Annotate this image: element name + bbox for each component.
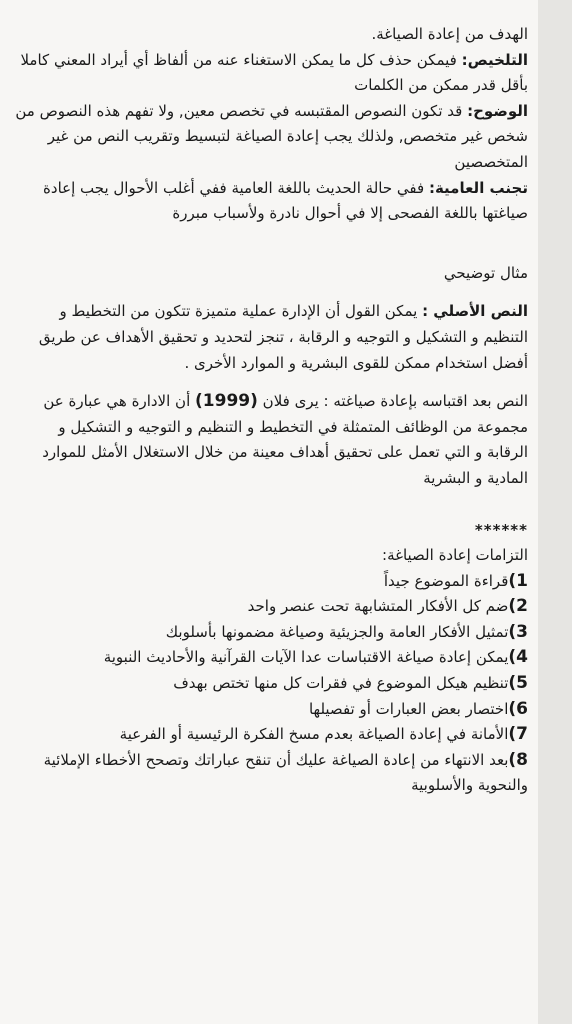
summary-label: التلخيص:: [461, 50, 528, 69]
list-item: [14, 569, 528, 595]
original-label: النص الأصلي :: [422, 302, 528, 321]
obligations-heading: التزامات إعادة الصياغة:: [382, 546, 528, 565]
item-number: 3): [508, 621, 528, 642]
goal-heading: الهدف من إعادة الصياغة.: [371, 25, 528, 43]
item-text: اختصار بعض العبارات أو تفصيلها: [308, 699, 509, 718]
spacer: [14, 227, 528, 261]
item-text: الأمانة في إعادة الصياغة بعدم مسخ الفكرة الرئيسية أو الفرعية: [119, 725, 509, 744]
clarity-label: الوضوح:: [467, 101, 528, 120]
list-item: [14, 594, 528, 620]
list-item: [14, 671, 528, 697]
item-text: قراءة الموضوع جيداً: [383, 571, 509, 590]
item-number: 6): [508, 698, 528, 719]
quoted-year: (1999): [195, 391, 258, 412]
separator-stars: ******: [474, 520, 528, 539]
item-number: 5): [508, 673, 528, 694]
summary-text: فيمكن حذف كل ما يمكن الاستغناء عنه من ألفاظ أي أيراد المعني كاملا بأقل قدر ممكن من الكلمات: [20, 50, 528, 95]
colloquial-paragraph: [14, 176, 528, 227]
document-content: [14, 22, 528, 799]
list-item: [14, 722, 528, 748]
item-number: 1): [508, 570, 528, 591]
original-text: يمكن القول أن الإدارة عملية متميزة تتكون من التخطيط و التنظيم و التشكيل و التوجيه و الرقابة ، تنجز لتحديد و تحقيق الأهداف عن طريق أفضل استخدام ممكن للقوى البشرية و الموارد الأخرى .: [38, 302, 528, 372]
list-item: [14, 645, 528, 671]
clarity-text: قد تكون النصوص المقتبسه في تخصص معين, ولا تفهم هذه النصوص من شخص غير متخصص, ولذلك يجب إعادة الصياغة لتبسيط وتقريب النص من غير المتخصصين: [15, 101, 528, 171]
item-number: 2): [508, 596, 528, 617]
spacer: [14, 492, 528, 518]
quoted-text-paragraph: [14, 389, 528, 491]
summary-paragraph: [14, 48, 528, 99]
item-text: تمثيل الأفكار العامة والجزيئية وصياغة مضمونها بأسلوبك: [165, 622, 509, 641]
item-number: 7): [508, 724, 528, 745]
spacer: [14, 376, 528, 389]
clarity-paragraph: [14, 99, 528, 176]
quoted-label: النص بعد اقتباسه بإعادة صياغته :: [323, 392, 528, 411]
spacer: [14, 286, 528, 299]
item-number: 8): [508, 749, 528, 770]
colloquial-label: تجنب العامية:: [428, 178, 528, 197]
list-item: [14, 697, 528, 723]
list-item: [14, 748, 528, 799]
example-heading: مثال توضيحي: [443, 263, 528, 282]
list-item: [14, 620, 528, 646]
colloquial-text: ففي حالة الحديث باللغة العامية ففي أغلب الأحوال يجب إعادة صياغتها باللغة الفصحى إلا في أحوال نادرة ولأسباب مبررة: [43, 178, 528, 223]
item-text: يمكن إعادة صياغة الاقتباسات عدا الآيات القرآنية والأحاديث النبوية: [103, 648, 509, 667]
item-number: 4): [508, 647, 528, 668]
quoted-text-before: يرى فلان: [257, 392, 324, 411]
item-text: بعد الانتهاء من إعادة الصياغة عليك أن تنقح عباراتك وتصحح الأخطاء الإملائية والنحوية والأسلوبية: [43, 750, 528, 795]
item-text: ضم كل الأفكار المتشابهة تحت عنصر واحد: [247, 597, 509, 616]
original-text-paragraph: [14, 299, 528, 376]
item-text: تنظيم هيكل الموضوع في فقرات كل منها تختص بهدف: [173, 674, 509, 693]
quoted-text-after: أن الادارة هي عبارة عن مجموعة من الوظائف المتمثلة في التخطيط و التنظيم و التوجيه و التشكيل و الرقابة و التي تعمل على تحقيق أهداف معينة من خلال الاستغلال الأمثل للموارد المادية و البشرية: [42, 392, 528, 487]
side-margin: [538, 0, 572, 1024]
obligations-list: [14, 569, 528, 799]
